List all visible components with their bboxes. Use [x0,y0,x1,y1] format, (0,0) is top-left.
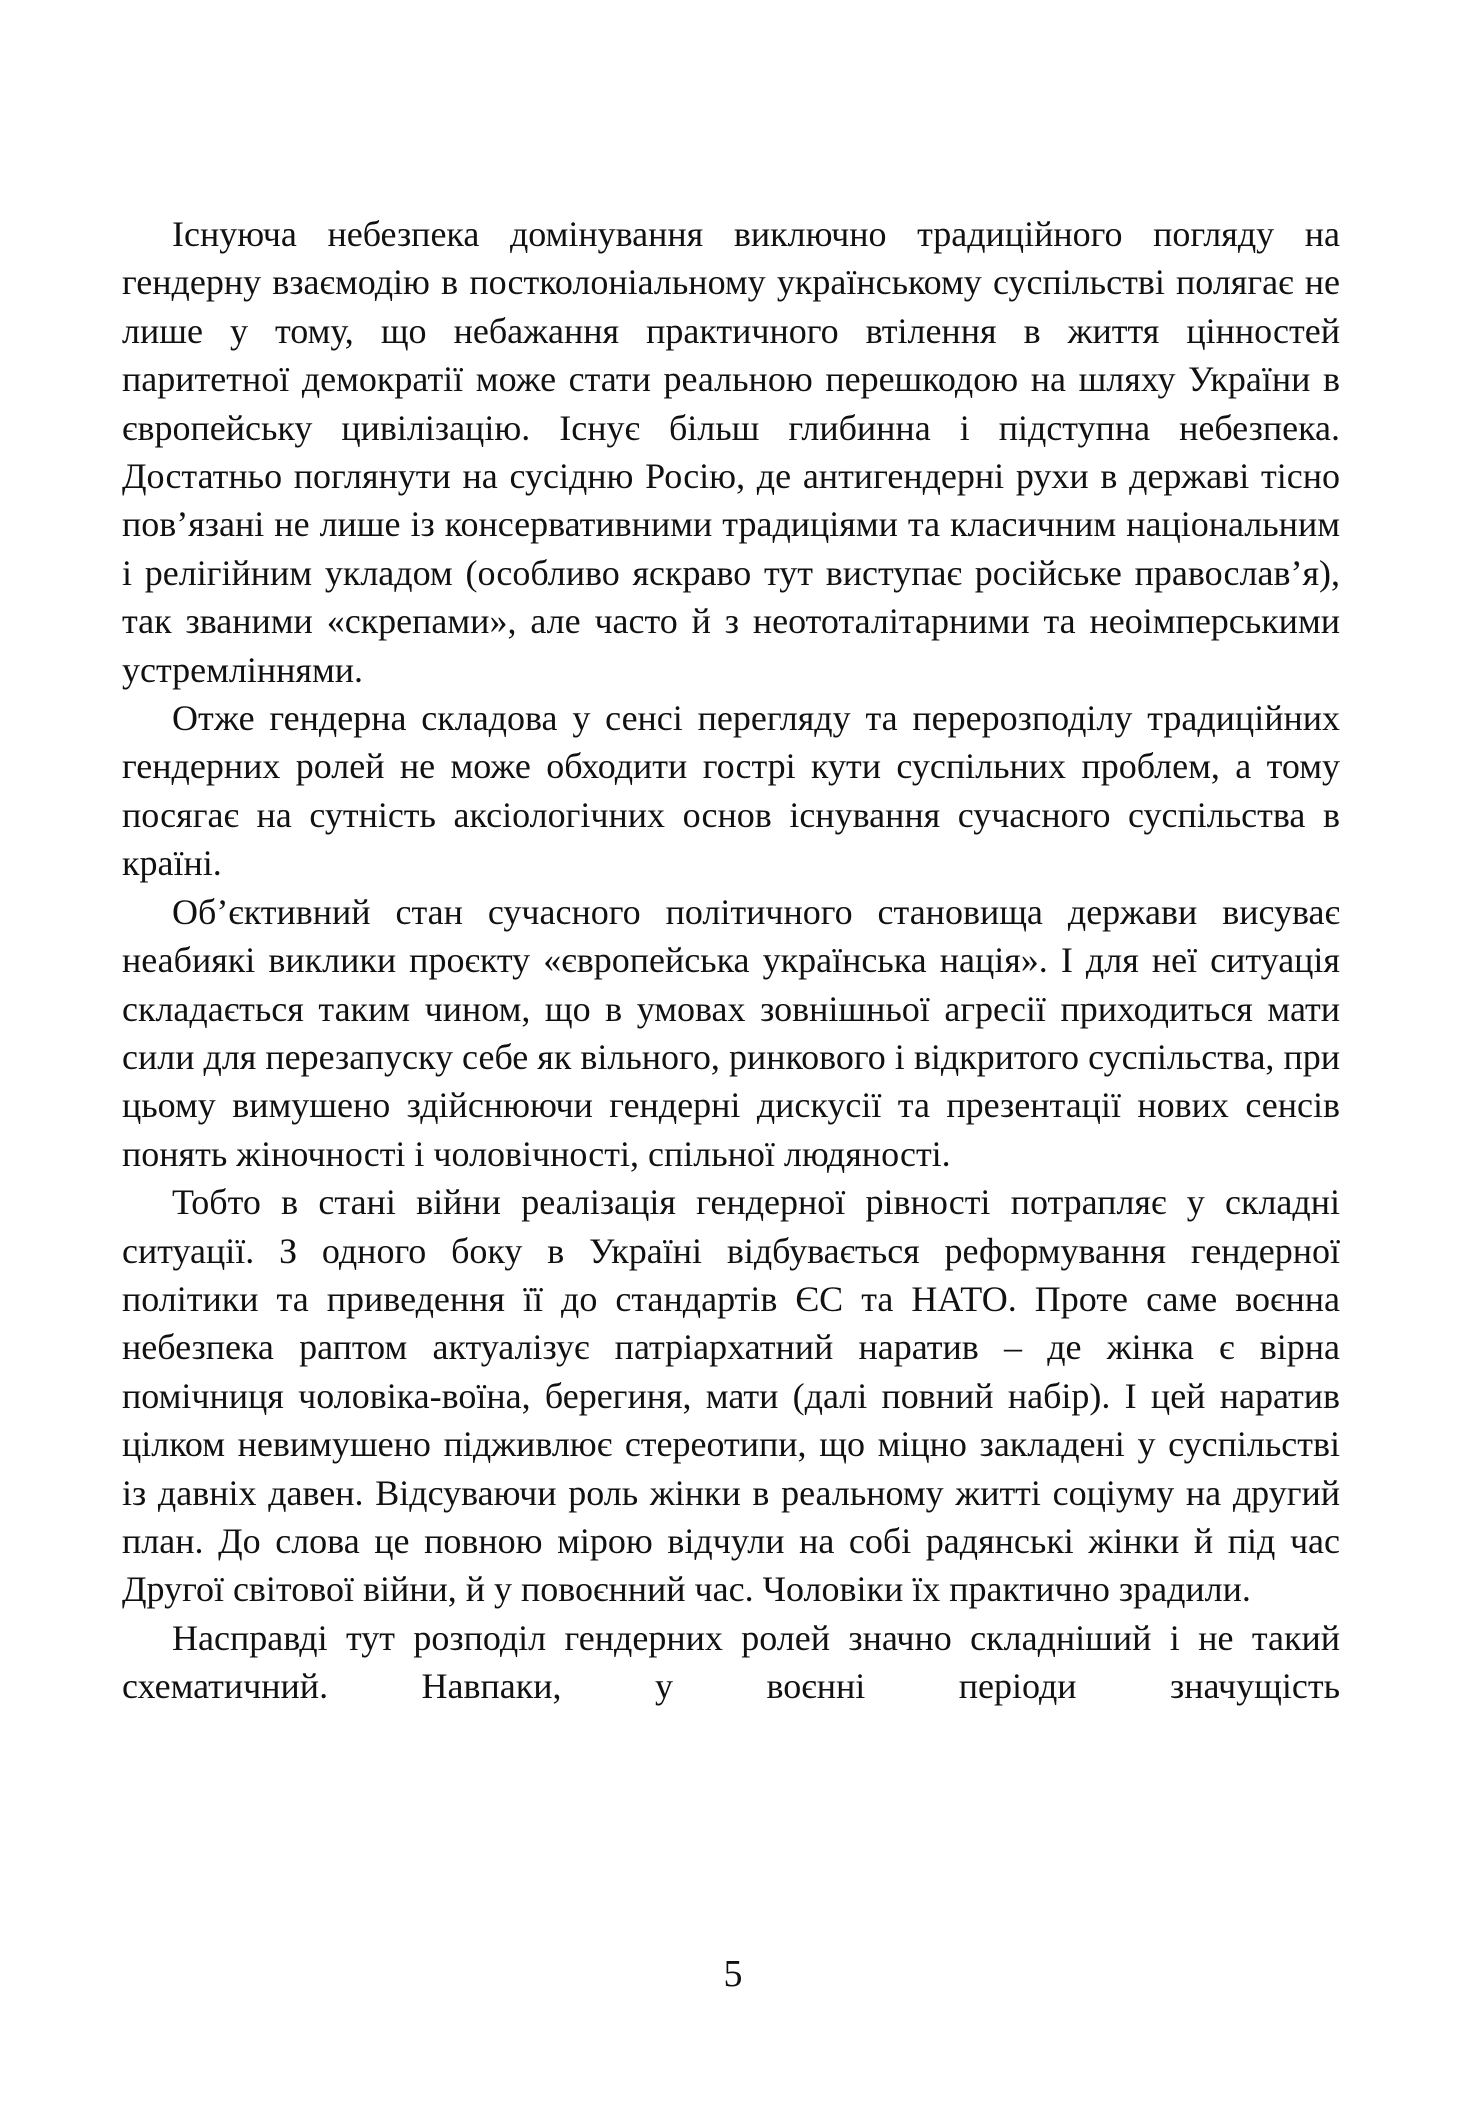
body-text [122,210,1340,1711]
paragraph-1: Існуюча небезпека домінування виключно традиційного погляду на гендерну взаємодію в постколоніальному українському суспільстві полягає не лише у тому, що небажання практичного втілення в життя цінностей паритетної демократії може стати реальною перешкодою на шляху України в європейську цивілізацію. Існує більш глибинна і підступна небезпека. Достатньо поглянути на сусідню Росію, де антигендерні рухи в державі тісно пов’язані не лише із консервативними традиціями та класичним національним і релігійним укладом (особливо яскраво тут виступає російське православ’я), так званими «скрепами», але часто й з неототалітарними та неоімперськими устремліннями. [122,214,1340,690]
paragraph-3: Об’єктивний стан сучасного політичного становища держави висуває неабиякі виклики проєкту «європейська українська нація». І для неї ситуація складається таким чином, що в умовах зовнішньої агресії приходиться мати сили для перезапуску себе як вільного, ринкового і відкритого суспільства, при цьому вимушено здійснюючи гендерні дискусії та презентації нових сенсів понять жіночності і чоловічності, спільної людяності. [122,891,1340,1174]
page-number: 5 [723,1953,743,1995]
paragraph-5: Насправді тут розподіл гендерних ролей значно складніший і не такий схематичний. Навпаки, у воєнні періоди значущість [122,1617,1340,1707]
paragraph-4: Тобто в стані війни реалізація гендерної рівності потрапляє у складні ситуації. З одного боку в Україні відбувається реформування гендерної політики та приведення її до стандартів ЄС та НАТО. Проте саме воєнна небезпека раптом актуалізує патріархатний наратив – де жінка є вірна помічниця чоловіка-воїна, берегиня, мати (далі повний набір). І цей наратив цілком невимушено підживлює стереотипи, що міцно закладені у суспільстві із давніх давен. Відсуваючи роль жінки в реальному житті соціуму на другий план. До слова це повною мірою відчули на собі радянські жінки й під час Другої світової війни, й у повоєнний час. Чоловіки їх практично зрадили. [122,1182,1340,1610]
paragraph-2: Отже гендерна складова у сенсі перегляду та перерозподілу традиційних гендерних ролей не може обходити гострі кути суспільних проблем, а тому посягає на сутність аксіологічних основ існування сучасного суспільства в країні. [122,698,1340,884]
